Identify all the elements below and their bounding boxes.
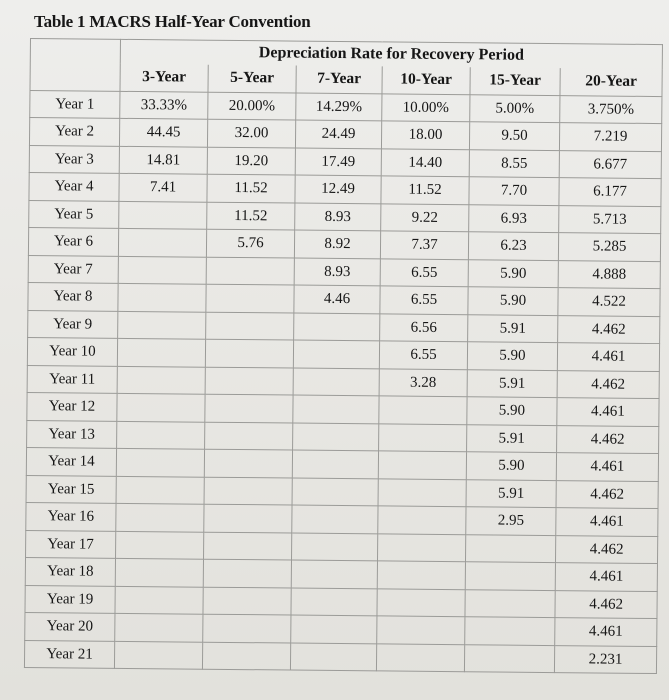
rate-cell: 4.461 — [556, 453, 658, 481]
rate-cell: 8.92 — [294, 230, 380, 258]
rate-cell: 4.461 — [555, 563, 657, 591]
year-label: Year 18 — [25, 557, 115, 585]
rate-cell — [464, 644, 554, 672]
rate-cell: 11.52 — [381, 176, 469, 204]
period-header: 15-Year — [470, 67, 560, 95]
rate-cell — [204, 477, 292, 505]
year-label: Year 21 — [24, 640, 114, 668]
year-label: Year 11 — [27, 365, 117, 393]
group-header: Depreciation Rate for Recovery Period — [120, 39, 662, 69]
rate-cell: 6.93 — [469, 204, 559, 232]
rate-cell: 17.49 — [295, 148, 381, 176]
rate-cell: 2.231 — [554, 645, 656, 673]
rate-cell — [115, 586, 203, 614]
rate-cell: 4.462 — [555, 590, 657, 618]
period-header: 5-Year — [208, 65, 296, 93]
rate-cell — [378, 478, 466, 506]
rate-cell — [465, 534, 555, 562]
rate-cell: 5.90 — [468, 259, 558, 287]
period-header: 3-Year — [120, 64, 208, 92]
rate-cell: 5.76 — [206, 229, 294, 257]
table-row — [24, 640, 656, 674]
rate-cell: 3.750% — [560, 95, 662, 123]
rate-cell — [292, 505, 378, 533]
rate-cell — [376, 643, 464, 671]
rate-cell: 14.29% — [296, 93, 382, 121]
year-label: Year 12 — [27, 392, 117, 420]
rate-cell: 4.462 — [557, 425, 659, 453]
rate-cell — [205, 339, 293, 367]
rate-cell: 11.52 — [207, 174, 295, 202]
rate-cell — [293, 395, 379, 423]
rate-cell: 6.55 — [380, 258, 468, 286]
rate-cell: 5.90 — [467, 397, 557, 425]
rate-cell: 4.462 — [558, 315, 660, 343]
rate-cell: 9.22 — [381, 203, 469, 231]
rate-cell — [379, 423, 467, 451]
year-label: Year 2 — [29, 118, 119, 146]
rate-cell — [291, 560, 377, 588]
rate-cell: 24.49 — [295, 120, 381, 148]
year-label: Year 5 — [29, 200, 119, 228]
rate-cell: 14.40 — [381, 148, 469, 176]
year-header-cell — [30, 39, 120, 91]
rate-cell — [378, 451, 466, 479]
rate-cell: 4.461 — [557, 343, 659, 371]
rate-cell — [206, 257, 294, 285]
rate-cell — [294, 313, 380, 341]
rate-cell: 32.00 — [207, 119, 295, 147]
rate-cell: 5.90 — [466, 452, 556, 480]
table-caption: Table 1 MACRS Half-Year Convention — [34, 12, 311, 31]
rate-cell — [377, 616, 465, 644]
year-label: Year 15 — [26, 475, 116, 503]
rate-cell — [291, 615, 377, 643]
rate-cell — [290, 643, 376, 671]
rate-cell: 10.00% — [382, 93, 470, 121]
rate-cell — [205, 367, 293, 395]
rate-cell: 9.50 — [469, 122, 559, 150]
rate-cell — [204, 449, 292, 477]
rate-cell — [292, 450, 378, 478]
rate-cell — [293, 368, 379, 396]
rate-cell — [115, 558, 203, 586]
rate-cell — [291, 588, 377, 616]
rate-cell — [206, 284, 294, 312]
rate-cell — [379, 396, 467, 424]
rate-cell — [117, 393, 205, 421]
rate-cell: 7.70 — [469, 177, 559, 205]
rate-cell — [116, 531, 204, 559]
rate-cell: 8.93 — [295, 203, 381, 231]
rate-cell: 4.462 — [557, 370, 659, 398]
rate-cell: 5.91 — [467, 369, 557, 397]
rate-cell: 6.177 — [559, 178, 661, 206]
rate-cell — [465, 562, 555, 590]
rate-cell: 3.28 — [379, 368, 467, 396]
rate-cell — [118, 228, 206, 256]
rate-cell — [118, 256, 206, 284]
rate-cell — [204, 532, 292, 560]
year-label: Year 7 — [28, 255, 118, 283]
rate-cell — [465, 589, 555, 617]
rate-cell — [203, 559, 291, 587]
year-label: Year 20 — [25, 612, 115, 640]
year-label: Year 1 — [30, 90, 120, 118]
rate-cell: 4.462 — [555, 535, 657, 563]
rate-cell — [117, 366, 205, 394]
rate-cell — [116, 503, 204, 531]
rate-cell — [119, 201, 207, 229]
year-label: Year 14 — [26, 447, 116, 475]
year-label: Year 19 — [25, 585, 115, 613]
year-label: Year 8 — [28, 282, 118, 310]
rate-cell — [292, 478, 378, 506]
rate-cell — [293, 423, 379, 451]
rate-cell — [118, 311, 206, 339]
rate-cell: 33.33% — [120, 91, 208, 119]
rate-cell: 7.41 — [119, 173, 207, 201]
macrs-table — [24, 38, 663, 674]
rate-cell — [204, 504, 292, 532]
rate-cell: 5.713 — [559, 205, 661, 233]
rate-cell: 5.91 — [468, 314, 558, 342]
rate-cell — [203, 587, 291, 615]
rate-cell: 8.93 — [294, 258, 380, 286]
rate-cell — [378, 506, 466, 534]
rate-cell: 12.49 — [295, 175, 381, 203]
rate-cell: 18.00 — [381, 121, 469, 149]
rate-cell — [293, 340, 379, 368]
rate-cell: 6.56 — [380, 313, 468, 341]
year-label: Year 10 — [27, 337, 117, 365]
rate-cell — [116, 476, 204, 504]
rate-cell: 7.37 — [380, 231, 468, 259]
rate-cell — [203, 614, 291, 642]
rate-cell: 6.23 — [468, 232, 558, 260]
rate-cell: 7.219 — [559, 123, 661, 151]
rate-cell — [206, 312, 294, 340]
rate-cell — [465, 617, 555, 645]
year-label: Year 6 — [28, 227, 118, 255]
rate-cell: 5.91 — [467, 424, 557, 452]
rate-cell: 5.91 — [466, 479, 556, 507]
rate-cell — [116, 448, 204, 476]
rate-cell — [377, 533, 465, 561]
rate-cell — [377, 561, 465, 589]
rate-cell: 4.888 — [558, 260, 660, 288]
rate-cell: 4.46 — [294, 285, 380, 313]
rate-cell: 44.45 — [119, 118, 207, 146]
rate-cell: 5.285 — [558, 233, 660, 261]
rate-cell: 5.90 — [468, 287, 558, 315]
rate-cell: 6.55 — [379, 341, 467, 369]
period-header: 20-Year — [560, 68, 662, 96]
rate-cell — [292, 533, 378, 561]
rate-cell — [202, 642, 290, 670]
rate-cell: 6.677 — [559, 150, 661, 178]
rate-cell: 4.461 — [555, 618, 657, 646]
rate-cell: 6.55 — [380, 286, 468, 314]
rate-cell: 20.00% — [208, 92, 296, 120]
rate-cell — [115, 613, 203, 641]
period-header: 7-Year — [296, 66, 382, 94]
year-label: Year 16 — [26, 502, 116, 530]
rate-cell — [117, 421, 205, 449]
rate-cell: 4.522 — [558, 288, 660, 316]
year-label: Year 13 — [27, 420, 117, 448]
rate-cell: 11.52 — [207, 202, 295, 230]
rate-cell: 4.461 — [557, 398, 659, 426]
rate-cell: 4.462 — [556, 480, 658, 508]
rate-cell: 2.95 — [466, 507, 556, 535]
year-label: Year 17 — [26, 530, 116, 558]
rate-cell: 4.461 — [556, 508, 658, 536]
table-body — [24, 90, 662, 674]
rate-cell — [114, 641, 202, 669]
rate-cell: 5.00% — [470, 94, 560, 122]
rate-cell — [205, 422, 293, 450]
year-label: Year 9 — [28, 310, 118, 338]
year-label: Year 4 — [29, 172, 119, 200]
rate-cell: 19.20 — [207, 147, 295, 175]
period-header: 10-Year — [382, 66, 470, 94]
rate-cell — [377, 588, 465, 616]
rate-cell — [117, 338, 205, 366]
rate-cell — [118, 283, 206, 311]
rate-cell: 5.90 — [467, 342, 557, 370]
rate-cell: 8.55 — [469, 149, 559, 177]
rate-cell — [205, 394, 293, 422]
rate-cell: 14.81 — [119, 146, 207, 174]
year-label: Year 3 — [29, 145, 119, 173]
